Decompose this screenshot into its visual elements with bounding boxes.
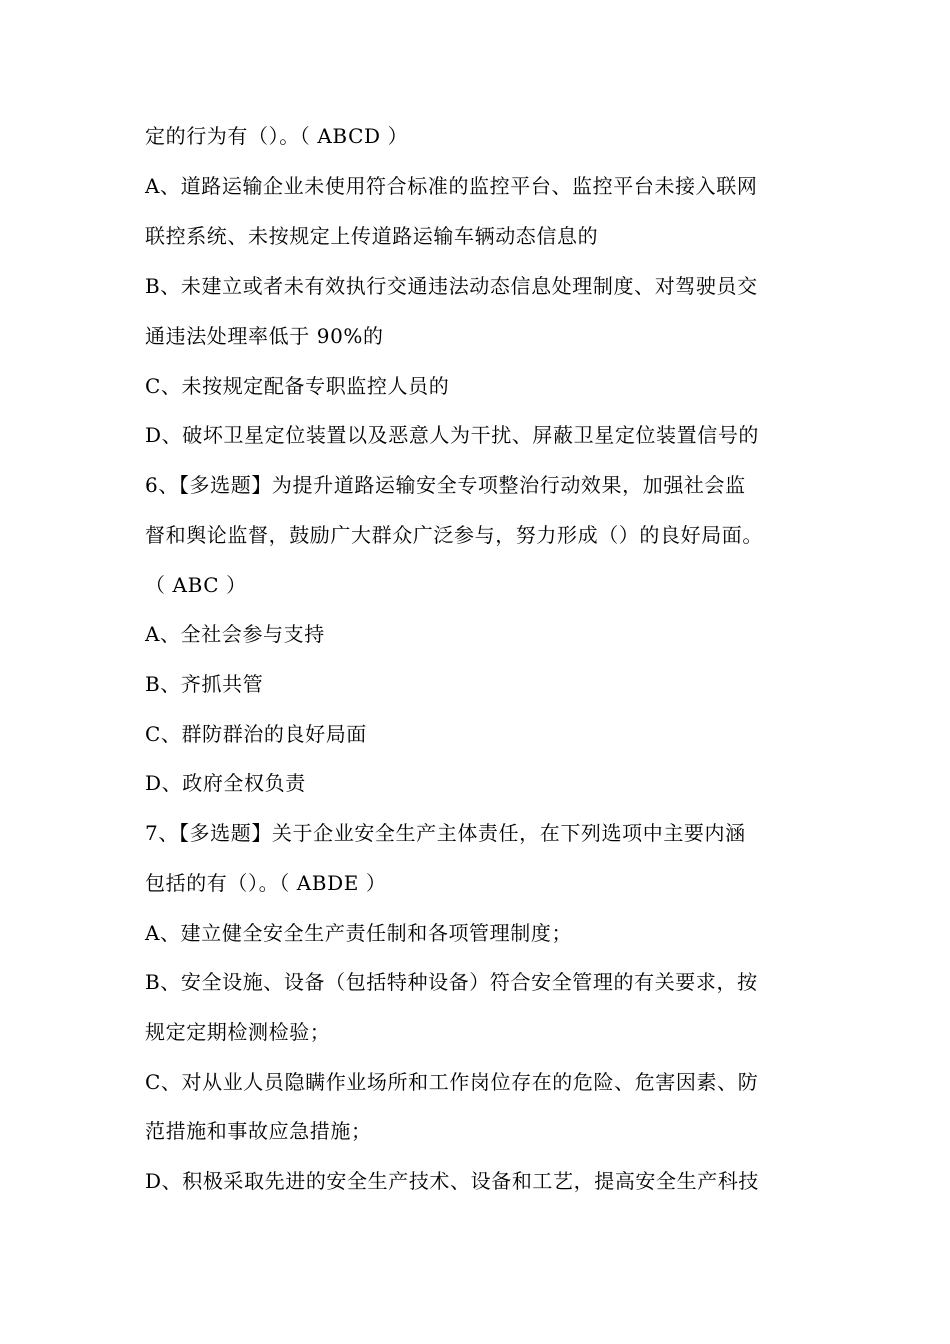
answer-line: （ ABC ） xyxy=(145,573,247,597)
text-line: 督和舆论监督，鼓励广大群众广泛参与，努力形成（）的良好局面。 xyxy=(145,523,763,547)
text-line: B、未建立或者未有效执行交通违法动态信息处理制度、对驾驶员交 xyxy=(145,274,758,298)
text-line: C、对从业人员隐瞒作业场所和工作岗位存在的危险、危害因素、防 xyxy=(145,1070,759,1094)
question-title: 6、【多选题】为提升道路运输安全专项整治行动效果，加强社会监 xyxy=(145,473,746,497)
text-line: 规定定期检测检验； xyxy=(145,1020,331,1044)
text-line: C、未按规定配备专职监控人员的 xyxy=(145,374,450,398)
text-line: 定的行为有（）。（ ABCD ） xyxy=(145,124,409,148)
text-line: D、政府全权负责 xyxy=(145,771,306,795)
text-line: 通违法处理率低于 90%的 xyxy=(145,324,384,348)
text-line: D、积极采取先进的安全生产技术、设备和工艺，提高安全生产科技 xyxy=(145,1169,760,1193)
text-line: A、建立健全安全生产责任制和各项管理制度； xyxy=(145,921,573,945)
text-line: 范措施和事故应急措施； xyxy=(145,1119,372,1143)
text-line: D、破坏卫星定位装置以及恶意人为干扰、屏蔽卫星定位装置信号的 xyxy=(145,423,760,447)
question-title: 7、【多选题】关于企业安全生产主体责任，在下列选项中主要内涵 xyxy=(145,821,746,845)
text-line: 包括的有（）。（ ABDE ） xyxy=(145,871,387,895)
text-line: A、道路运输企业未使用符合标准的监控平台、监控平台未接入联网 xyxy=(145,174,758,198)
text-line: C、群防群治的良好局面 xyxy=(145,722,367,746)
text-line: 联控系统、未按规定上传道路运输车辆动态信息的 xyxy=(145,224,599,248)
text-line: A、全社会参与支持 xyxy=(145,622,325,646)
text-line: B、安全设施、设备（包括特种设备）符合安全管理的有关要求，按 xyxy=(145,970,758,994)
text-line: B、齐抓共管 xyxy=(145,672,264,696)
